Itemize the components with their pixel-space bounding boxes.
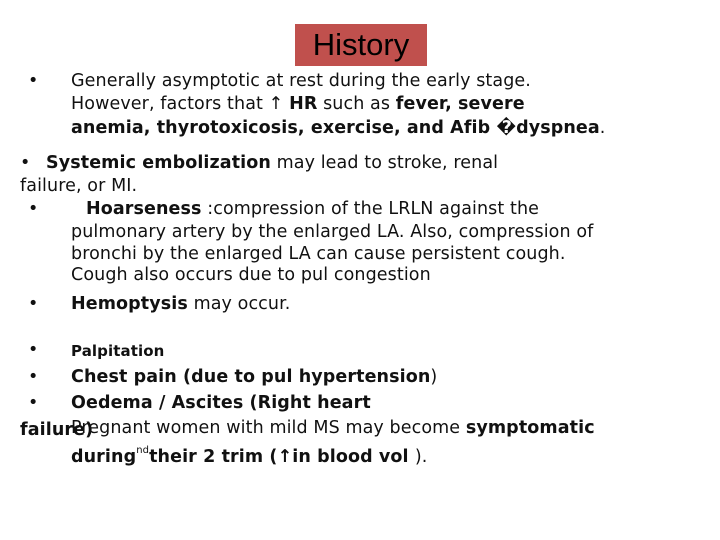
text-line-10: Hemoptysis may occur.: [71, 294, 291, 314]
text-line-15: Pregnant women with mild MS may become symptomatic: [71, 418, 595, 438]
text-line-13: Oedema / Ascites (Right heart: [71, 393, 371, 413]
bullet-marker: •: [20, 153, 31, 173]
slide-title: History: [295, 24, 427, 66]
text-line-8: bronchi by the enlarged LA can cause persistent cough.: [71, 244, 566, 264]
text-line-3: anemia, thyrotoxicosis, exercise, and Afib �dyspnea.: [71, 118, 606, 138]
text-line-12: Chest pain (due to pul hypertension): [71, 367, 438, 387]
text-line-14: failure): [20, 420, 94, 440]
text-line-1: Generally asymptotic at rest during the early stage.: [71, 71, 531, 91]
bullet-marker: •: [28, 367, 39, 387]
text-line-9: Cough also occurs due to pul congestion: [71, 265, 431, 285]
text-line-11: Palpitation: [71, 342, 165, 360]
text-line-4: Systemic embolization may lead to stroke, renal: [46, 153, 499, 173]
bullet-marker: •: [28, 71, 39, 91]
bullet-marker: •: [28, 199, 39, 219]
text-line-5: failure, or MI.: [20, 176, 138, 196]
text-line-16: during$^{nd}$their 2 trim (↑in blood vol ).: [71, 445, 428, 467]
text-line-2: However, factors that ↑ HR such as fever, severe: [71, 94, 525, 114]
bullet-marker: •: [28, 294, 39, 314]
bullet-marker: •: [28, 340, 39, 360]
text-line-6: Hoarseness :compression of the LRLN against the: [86, 199, 540, 219]
text-line-7: pulmonary artery by the enlarged LA. Also, compression of: [71, 222, 594, 242]
bullet-marker: •: [28, 393, 39, 413]
